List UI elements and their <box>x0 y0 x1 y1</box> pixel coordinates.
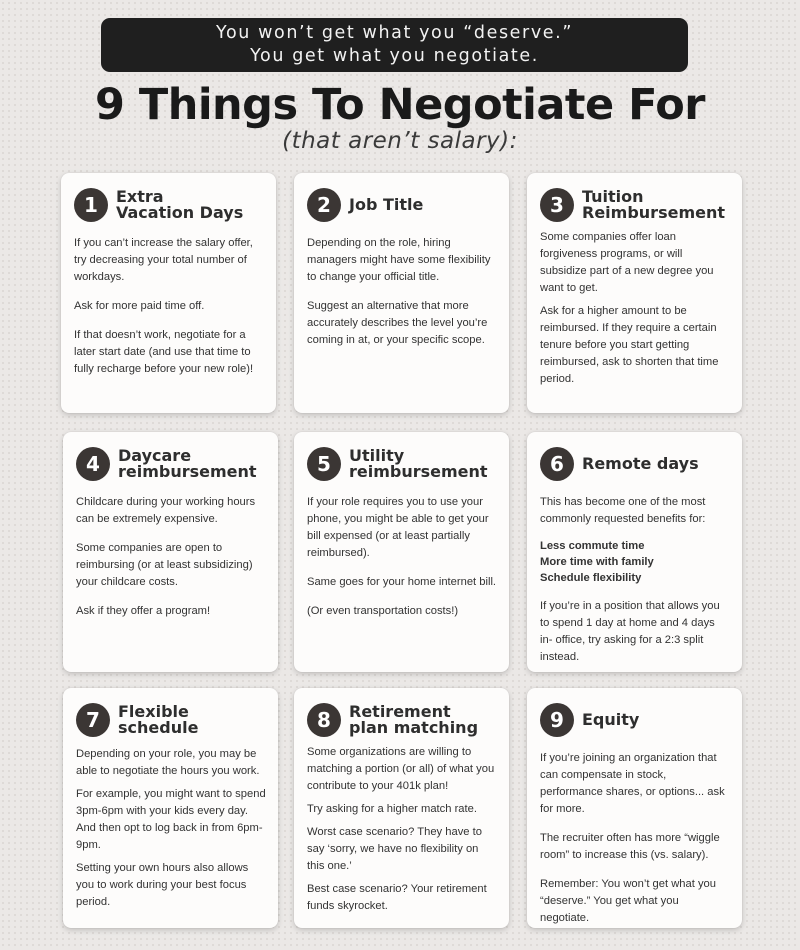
card-title: Extra Vacation Days <box>116 187 244 222</box>
number-badge: 3 <box>540 188 574 222</box>
number-badge: 9 <box>540 703 574 737</box>
card-paragraph: Some companies are open to reimbursing (or at least subsidizing) your childcare costs. <box>76 542 253 588</box>
card-daycare-reimbursement <box>63 432 278 672</box>
card-paragraph: Suggest an alternative that more accurately describes the level you’re coming in at, or your specific scope. <box>307 300 488 346</box>
number-badge: 2 <box>307 188 341 222</box>
card-title: Job Title <box>349 195 424 214</box>
card-paragraph: (Or even transportation costs!) <box>307 605 459 617</box>
card-title: Equity <box>582 710 640 729</box>
card-paragraph: Same goes for your home internet bill. <box>307 576 497 588</box>
card-paragraph: Worst case scenario? They have to say ‘sorry, we have no flexibility on this one.’ <box>307 826 482 872</box>
page-title: 9 Things To Negotiate For <box>94 80 705 130</box>
card-paragraph: Some companies offer loan forgiveness programs, or will subsidize part of a new degree you want to get. <box>540 231 714 294</box>
card-paragraph: Ask for more paid time off. <box>74 300 205 312</box>
card-title: Tuition Reimbursement <box>582 187 725 222</box>
card-vacation-days <box>61 173 276 413</box>
card-job-title <box>294 173 509 413</box>
card-paragraph: Try asking for a higher match rate. <box>307 803 477 815</box>
number-badge: 1 <box>74 188 108 222</box>
card-paragraph: If your role requires you to use your phone, you might be able to get your bill expensed (or at least partially reimbursed). <box>307 496 489 559</box>
card-paragraph: Childcare during your working hours can be extremely expensive. <box>76 496 256 525</box>
number-badge: 7 <box>76 703 110 737</box>
card-paragraph: For example, you might want to spend 3pm-6pm with your kids every day. And then opt to log back in from 6pm-9pm. <box>76 788 266 851</box>
card-paragraph: Depending on your role, you may be able to negotiate the hours you work. <box>76 748 260 777</box>
page-subtitle: (that aren’t salary): <box>282 128 518 154</box>
card-flexible-schedule <box>63 688 278 928</box>
card-intro: This has become one of the most commonly requested benefits for: <box>540 496 706 525</box>
card-title: Retirement plan matching <box>349 702 479 737</box>
number-badge: 5 <box>307 447 341 481</box>
card-paragraph: If you can’t increase the salary offer, try decreasing your total number of workdays. <box>74 237 253 283</box>
number-badge: 6 <box>540 447 574 481</box>
card-paragraph: If you’re in a position that allows you to spend 1 day at home and 4 days in- office, try asking for a 2:3 split instead. <box>540 600 720 663</box>
card-paragraph: The recruiter often has more “wiggle room” to increase this (vs. salary). <box>540 832 720 861</box>
card-paragraph: Some organizations are willing to matching a portion (or all) of what you contribute to your 401k plan! <box>307 746 495 792</box>
card-remote-days <box>527 432 742 672</box>
card-paragraph: Ask for a higher amount to be reimbursed. If they require a certain tenure before you start getting reimbursed, ask to shorten that time period. <box>540 305 719 385</box>
card-paragraph: Best case scenario? Your retirement funds skyrocket. <box>307 883 487 912</box>
card-utility-reimbursement <box>294 432 509 672</box>
card-title: Remote days <box>582 454 699 473</box>
banner-line-1: You won’t get what you “deserve.” <box>216 23 573 43</box>
card-paragraph: Setting your own hours also allows you to work during your best focus period. <box>76 862 249 908</box>
card-title: Utility reimbursement <box>349 446 488 481</box>
card-title: Daycare reimbursement <box>118 446 257 481</box>
card-paragraph: Depending on the role, hiring managers might have some flexibility to change your official title. <box>307 237 491 283</box>
card-title: Flexible schedule <box>118 702 199 737</box>
number-badge: 8 <box>307 703 341 737</box>
card-paragraph: Remember: You won’t get what you “deserve.” You get what you negotiate. <box>540 878 716 924</box>
card-paragraph: Ask if they offer a program! <box>76 605 211 617</box>
card-equity <box>527 688 742 928</box>
card-paragraph: If you’re joining an organization that can compensate in stock, performance shares, or options... ask for more. <box>540 752 725 815</box>
benefit-item: Schedule flexibility <box>540 572 642 584</box>
benefit-item: Less commute time <box>540 540 645 552</box>
quote-banner <box>101 18 688 72</box>
card-tuition-reimbursement <box>527 173 742 413</box>
number-badge: 4 <box>76 447 110 481</box>
banner-line-2: You get what you negotiate. <box>250 46 539 66</box>
card-paragraph: If that doesn’t work, negotiate for a later start date (and use that time to fully recharge before your new role)! <box>74 329 254 375</box>
benefit-item: More time with family <box>540 556 654 568</box>
card-retirement-matching <box>294 688 509 928</box>
